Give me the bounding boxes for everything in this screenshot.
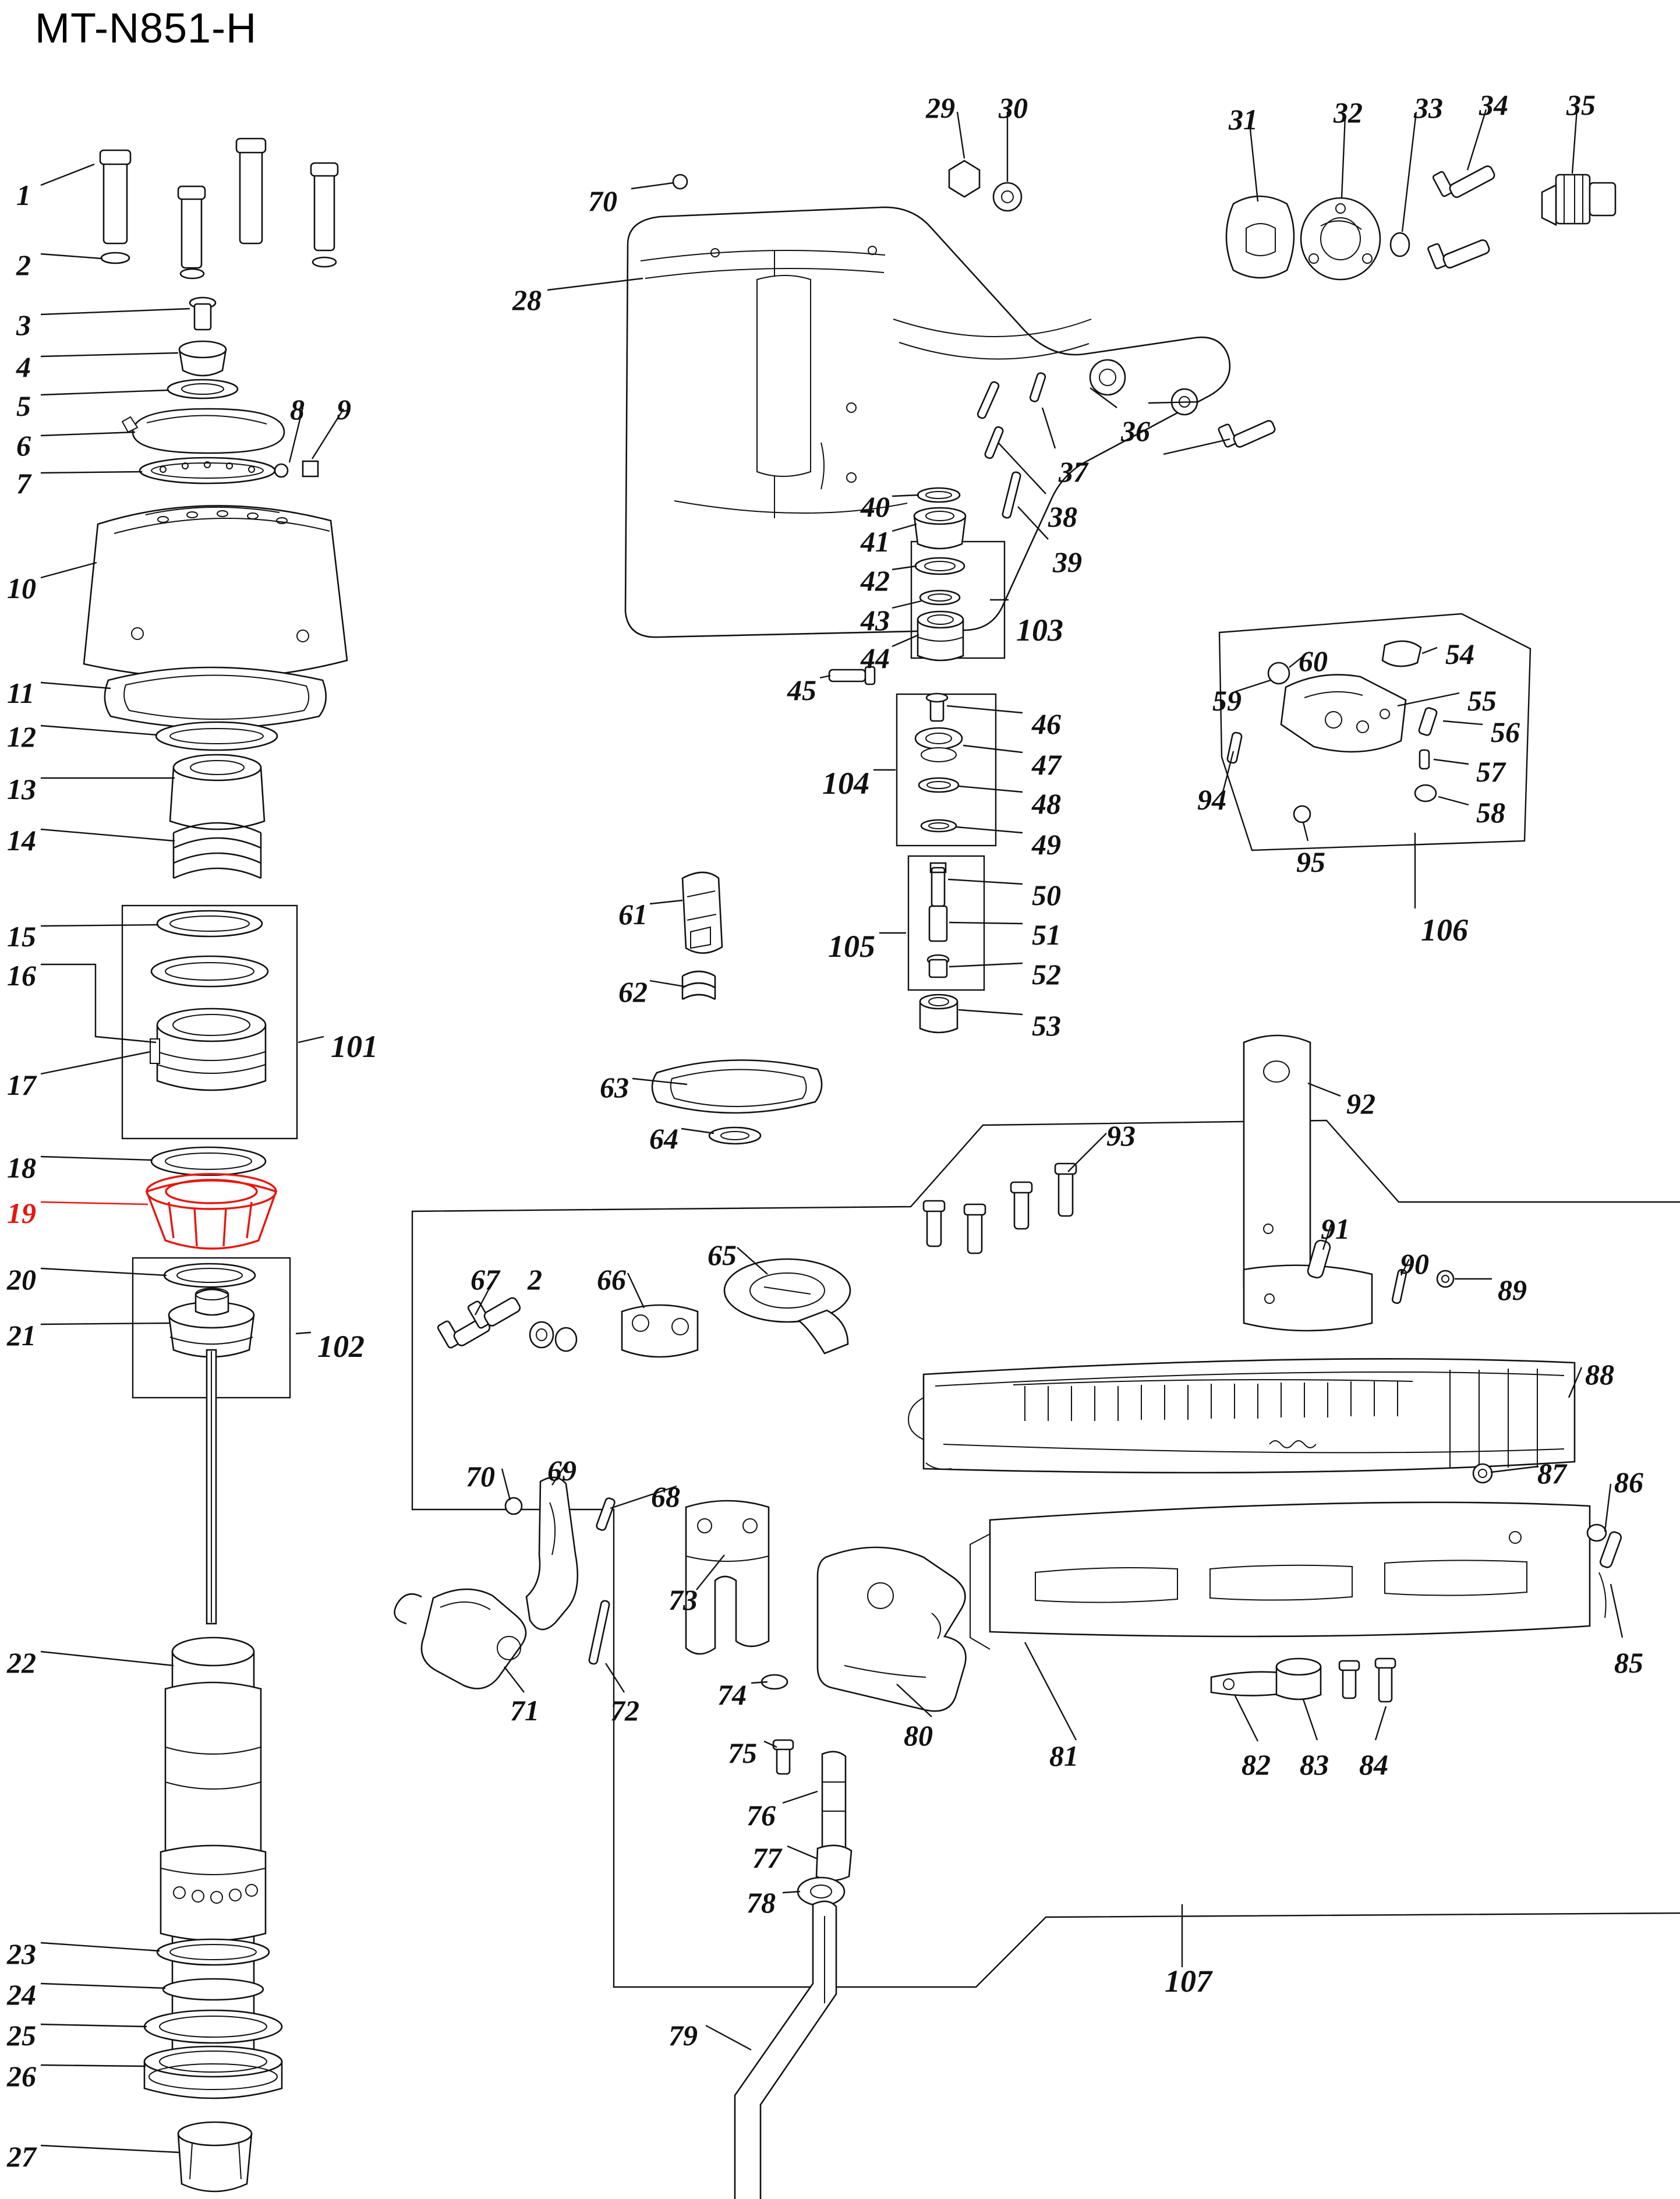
callout-33: 33 bbox=[1414, 91, 1443, 124]
callout-49: 49 bbox=[1032, 828, 1061, 861]
callout-39: 39 bbox=[1053, 546, 1082, 578]
callout-1: 1 bbox=[16, 179, 31, 211]
callout-15: 15 bbox=[7, 920, 36, 953]
callout-29: 29 bbox=[926, 91, 955, 124]
callout-40: 40 bbox=[861, 490, 890, 523]
callout-22: 22 bbox=[7, 1646, 36, 1679]
callout-66: 66 bbox=[597, 1263, 626, 1296]
callout-81: 81 bbox=[1049, 1740, 1078, 1772]
callout-77: 77 bbox=[752, 1841, 781, 1874]
callout-68: 68 bbox=[651, 1480, 680, 1513]
callout-36: 36 bbox=[1121, 415, 1150, 447]
callout-24: 24 bbox=[7, 1978, 36, 2011]
callout-14: 14 bbox=[7, 824, 36, 857]
callout-92: 92 bbox=[1346, 1087, 1375, 1120]
callout-53: 53 bbox=[1032, 1009, 1061, 1042]
callout-17: 17 bbox=[7, 1069, 36, 1101]
callout-101: 101 bbox=[331, 1029, 378, 1064]
callout-19: 19 bbox=[7, 1197, 36, 1229]
callout-87: 87 bbox=[1537, 1457, 1566, 1490]
callout-65: 65 bbox=[708, 1239, 737, 1271]
callout-90: 90 bbox=[1400, 1247, 1429, 1280]
callout-9: 9 bbox=[337, 393, 351, 426]
callout-20: 20 bbox=[7, 1263, 36, 1296]
callout-41: 41 bbox=[861, 525, 890, 558]
callout-51: 51 bbox=[1032, 918, 1061, 951]
callout-11: 11 bbox=[7, 677, 35, 709]
callout-60: 60 bbox=[1299, 645, 1328, 677]
callout-46: 46 bbox=[1032, 708, 1061, 740]
callout-7: 7 bbox=[16, 467, 31, 500]
callout-107: 107 bbox=[1165, 1964, 1212, 1999]
callout-45: 45 bbox=[787, 674, 816, 706]
callout-106: 106 bbox=[1421, 913, 1468, 948]
callout-28: 28 bbox=[512, 284, 542, 316]
magazine-group bbox=[437, 1035, 1622, 1702]
callout-26: 26 bbox=[7, 2060, 36, 2092]
callout-102: 102 bbox=[317, 1329, 365, 1364]
callout-70-trigger: 70 bbox=[466, 1460, 495, 1493]
callout-27: 27 bbox=[7, 2140, 36, 2173]
callout-94: 94 bbox=[1197, 783, 1226, 816]
callout-10: 10 bbox=[7, 572, 36, 604]
callout-69: 69 bbox=[547, 1454, 576, 1487]
callout-12: 12 bbox=[7, 720, 36, 753]
callout-83: 83 bbox=[1300, 1748, 1329, 1781]
callout-47: 47 bbox=[1032, 748, 1061, 781]
callout-79: 79 bbox=[669, 2019, 698, 2052]
callout-23: 23 bbox=[7, 1938, 36, 1970]
part-19-highlighted bbox=[147, 1174, 276, 1249]
callout-84: 84 bbox=[1359, 1748, 1388, 1781]
callout-76: 76 bbox=[747, 1799, 776, 1832]
callout-25: 25 bbox=[7, 2019, 36, 2052]
callout-72: 72 bbox=[610, 1694, 639, 1727]
callout-35: 35 bbox=[1566, 89, 1596, 121]
callout-37: 37 bbox=[1059, 455, 1088, 488]
callout-59: 59 bbox=[1212, 684, 1242, 717]
housing-group bbox=[625, 161, 1615, 637]
callout-104: 104 bbox=[822, 766, 869, 801]
callout-67: 67 bbox=[471, 1263, 500, 1296]
callout-54: 54 bbox=[1445, 638, 1474, 670]
callout-78: 78 bbox=[747, 1886, 776, 1919]
callout-48: 48 bbox=[1032, 787, 1061, 820]
callout-43: 43 bbox=[861, 604, 890, 637]
left-column-parts bbox=[84, 139, 347, 2191]
callout-57: 57 bbox=[1476, 755, 1505, 788]
callout-42: 42 bbox=[861, 564, 890, 597]
callout-89: 89 bbox=[1498, 1274, 1527, 1306]
callout-86: 86 bbox=[1614, 1466, 1643, 1498]
callout-3: 3 bbox=[16, 309, 31, 341]
callout-34: 34 bbox=[1479, 89, 1508, 121]
callout-58: 58 bbox=[1476, 796, 1505, 829]
callout-21: 21 bbox=[7, 1319, 36, 1352]
callout-16: 16 bbox=[7, 959, 36, 992]
callout-62: 62 bbox=[618, 975, 648, 1008]
callout-75: 75 bbox=[728, 1737, 757, 1769]
callout-73: 73 bbox=[669, 1583, 698, 1616]
callout-71: 71 bbox=[510, 1694, 539, 1727]
callout-5: 5 bbox=[16, 390, 31, 422]
callout-18: 18 bbox=[7, 1151, 36, 1184]
callout-82: 82 bbox=[1242, 1748, 1271, 1781]
callout-93: 93 bbox=[1106, 1119, 1136, 1152]
callout-61: 61 bbox=[618, 898, 648, 931]
callout-8: 8 bbox=[290, 393, 305, 426]
callout-74: 74 bbox=[717, 1678, 747, 1711]
callout-4: 4 bbox=[16, 351, 31, 383]
callout-63: 63 bbox=[600, 1071, 629, 1104]
callout-50: 50 bbox=[1032, 879, 1061, 911]
callout-91: 91 bbox=[1321, 1212, 1350, 1245]
callout-88: 88 bbox=[1585, 1358, 1614, 1391]
callout-32: 32 bbox=[1334, 96, 1363, 129]
callout-70-top: 70 bbox=[588, 185, 617, 217]
callout-38: 38 bbox=[1048, 500, 1077, 533]
callout-13: 13 bbox=[7, 773, 36, 805]
callout-103: 103 bbox=[1016, 613, 1063, 648]
page-title: MT-N851-H bbox=[35, 5, 257, 52]
callout-31: 31 bbox=[1229, 103, 1258, 136]
callout-56: 56 bbox=[1491, 716, 1520, 748]
callout-52: 52 bbox=[1032, 958, 1061, 991]
callout-64: 64 bbox=[649, 1122, 678, 1155]
callout-80: 80 bbox=[904, 1719, 933, 1752]
callout-105: 105 bbox=[828, 929, 875, 964]
callout-6: 6 bbox=[16, 429, 31, 462]
callout-55: 55 bbox=[1467, 684, 1497, 717]
callout-2: 2 bbox=[16, 249, 31, 281]
callout-30: 30 bbox=[999, 91, 1028, 124]
callout-2b: 2 bbox=[528, 1263, 542, 1296]
callout-44: 44 bbox=[861, 642, 890, 674]
callout-85: 85 bbox=[1614, 1646, 1643, 1679]
callout-95: 95 bbox=[1296, 846, 1325, 878]
